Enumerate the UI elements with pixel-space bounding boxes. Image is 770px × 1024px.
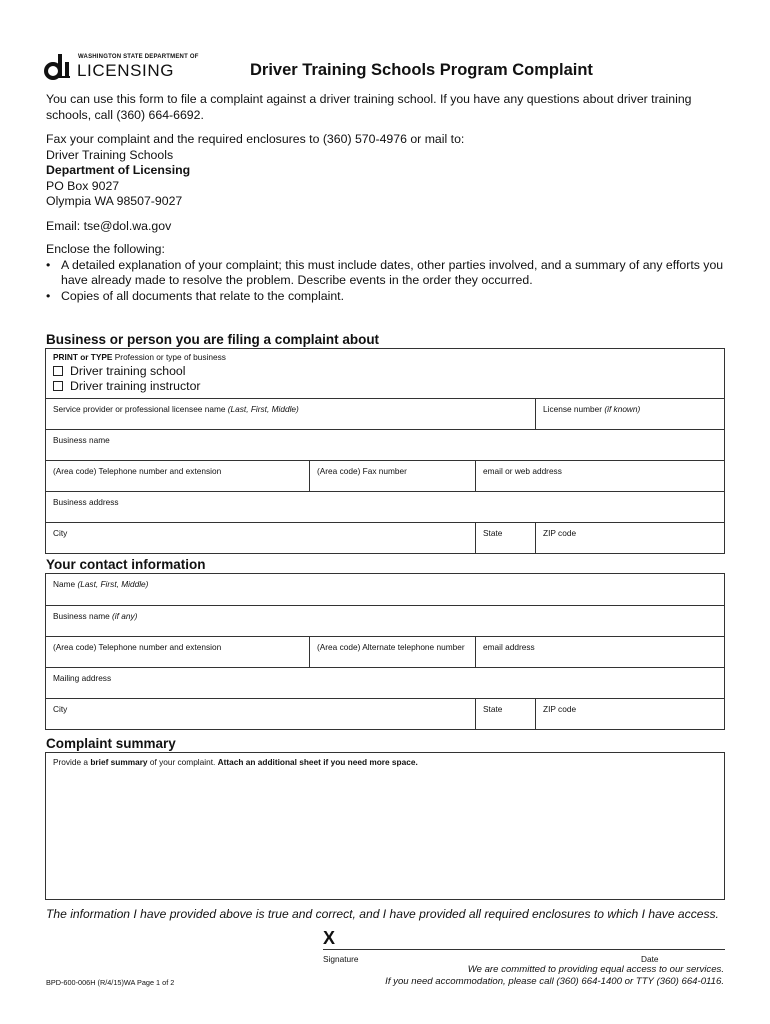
business-city-field[interactable]: City	[53, 528, 68, 538]
contact-business-name-field[interactable]	[46, 605, 724, 636]
signature-label: Signature	[323, 954, 359, 964]
business-name-field[interactable]	[46, 429, 724, 460]
form-title: Driver Training Schools Program Complaint	[250, 61, 593, 79]
business-address-field[interactable]	[46, 491, 724, 522]
logo-agency-big: LICENSING	[77, 61, 175, 80]
enclosure-item	[46, 258, 736, 289]
fax-label: (Area code) Fax number	[317, 466, 407, 476]
dol-logo	[44, 52, 199, 82]
contact-phone-row	[46, 636, 724, 667]
profession-label: PRINT or TYPE Profession or type of business	[53, 352, 226, 362]
state-label: State	[483, 528, 503, 538]
address-line: Department of Licensing	[46, 163, 191, 177]
address-line: Olympia WA 98507-9027	[46, 194, 183, 208]
date-label: Date	[641, 954, 659, 964]
fax-line: Fax your complaint and the required enclosures to (360) 570-4976 or mail to:	[46, 132, 465, 146]
contact-city-field[interactable]: City	[53, 704, 68, 714]
business-section-title: Business or person you are filing a complaint about	[46, 332, 380, 347]
profession-row	[46, 349, 724, 398]
business-email-web-field[interactable]	[475, 461, 724, 491]
email-line: Email: tse@dol.wa.gov	[46, 218, 172, 233]
bullet-icon: •	[46, 288, 51, 303]
zip-label: ZIP code	[543, 704, 577, 714]
business-city-row	[46, 522, 724, 553]
license-number-field[interactable]	[535, 399, 724, 429]
alt-phone-label: (Area code) Alternate telephone number	[317, 642, 465, 652]
accommodation-line: If you need accommodation, please call (360) 664-1400 or TTY (360) 664-0116.	[385, 976, 724, 987]
zip-label: ZIP code	[543, 528, 577, 538]
business-form-box	[45, 348, 725, 554]
address-line: Driver Training Schools	[46, 147, 174, 162]
contact-mailing-address-field[interactable]	[46, 667, 724, 698]
contact-zip-field[interactable]	[535, 699, 724, 729]
contact-form-box	[45, 573, 725, 730]
contact-phone-field[interactable]: (Area code) Telephone number and extension	[53, 642, 222, 652]
driver-training-instructor-option[interactable]	[53, 379, 201, 393]
bullet-icon: •	[46, 257, 51, 272]
commitment-line: We are committed to providing equal access to our services.	[467, 964, 724, 975]
summary-section-title: Complaint summary	[46, 736, 176, 751]
address-line: PO Box 9027	[46, 178, 120, 193]
accommodation-notice	[385, 964, 724, 988]
contact-city-row	[46, 698, 724, 729]
enclosure-text: Copies of all documents that relate to the complaint.	[61, 288, 344, 303]
form-number: BPD-600-006H (R/4/15)WA Page 1 of 2	[46, 978, 175, 987]
driver-training-school-option[interactable]	[53, 364, 186, 378]
mailing-address-label: Mailing address	[53, 673, 112, 683]
contact-section-title: Your contact information	[46, 557, 206, 572]
contact-name-field[interactable]	[46, 574, 724, 605]
complaint-summary-field[interactable]	[45, 752, 725, 900]
contact-name-label: Name (Last, First, Middle)	[53, 579, 149, 589]
provider-name-field[interactable]: Service provider or professional licensee name (Last, First, Middle)	[53, 404, 299, 414]
business-zip-field[interactable]	[535, 523, 724, 553]
email-web-label: email or web address	[483, 466, 562, 476]
option-label: Driver training instructor	[70, 379, 201, 393]
enclosure-text: A detailed explanation of your complaint; this must include dates, other parties involved, and a summary of any efforts you have already made to resolve the problem. Describe events in the order they occurred.	[61, 257, 724, 287]
business-phone-field[interactable]: (Area code) Telephone number and extension	[53, 466, 222, 476]
attestation-statement: The information I have provided above is true and correct, and I have provided all required enclosures to which I have access.	[46, 907, 719, 921]
dol-logo-icon	[44, 52, 72, 80]
intro-text	[46, 92, 736, 304]
business-name-label: Business name	[53, 435, 110, 445]
email-label: email address	[483, 642, 535, 652]
intro-paragraph: You can use this form to file a complaint against a driver training school. If you have any questions about driver training schools, call (360) 664-6692.	[46, 92, 692, 122]
signature-line[interactable]	[323, 949, 725, 950]
business-address-label: Business address	[53, 497, 119, 507]
enclose-heading: Enclose the following:	[46, 242, 165, 256]
provider-row	[46, 398, 724, 429]
logo-agency-small: WASHINGTON STATE DEPARTMENT OF	[78, 54, 199, 60]
business-phone-row	[46, 460, 724, 491]
option-label: Driver training school	[70, 364, 186, 378]
signature-x-mark: X	[323, 928, 336, 948]
checkbox[interactable]	[53, 366, 63, 376]
summary-instructions: Provide a brief summary of your complaint. Attach an additional sheet if you need more space.	[53, 757, 418, 767]
enclosure-item	[46, 289, 736, 305]
checkbox[interactable]	[53, 381, 63, 391]
state-label: State	[483, 704, 503, 714]
contact-email-field[interactable]	[475, 637, 724, 667]
contact-business-name-label: Business name (if any)	[53, 611, 138, 621]
license-number-label: License number (if known)	[543, 404, 641, 414]
